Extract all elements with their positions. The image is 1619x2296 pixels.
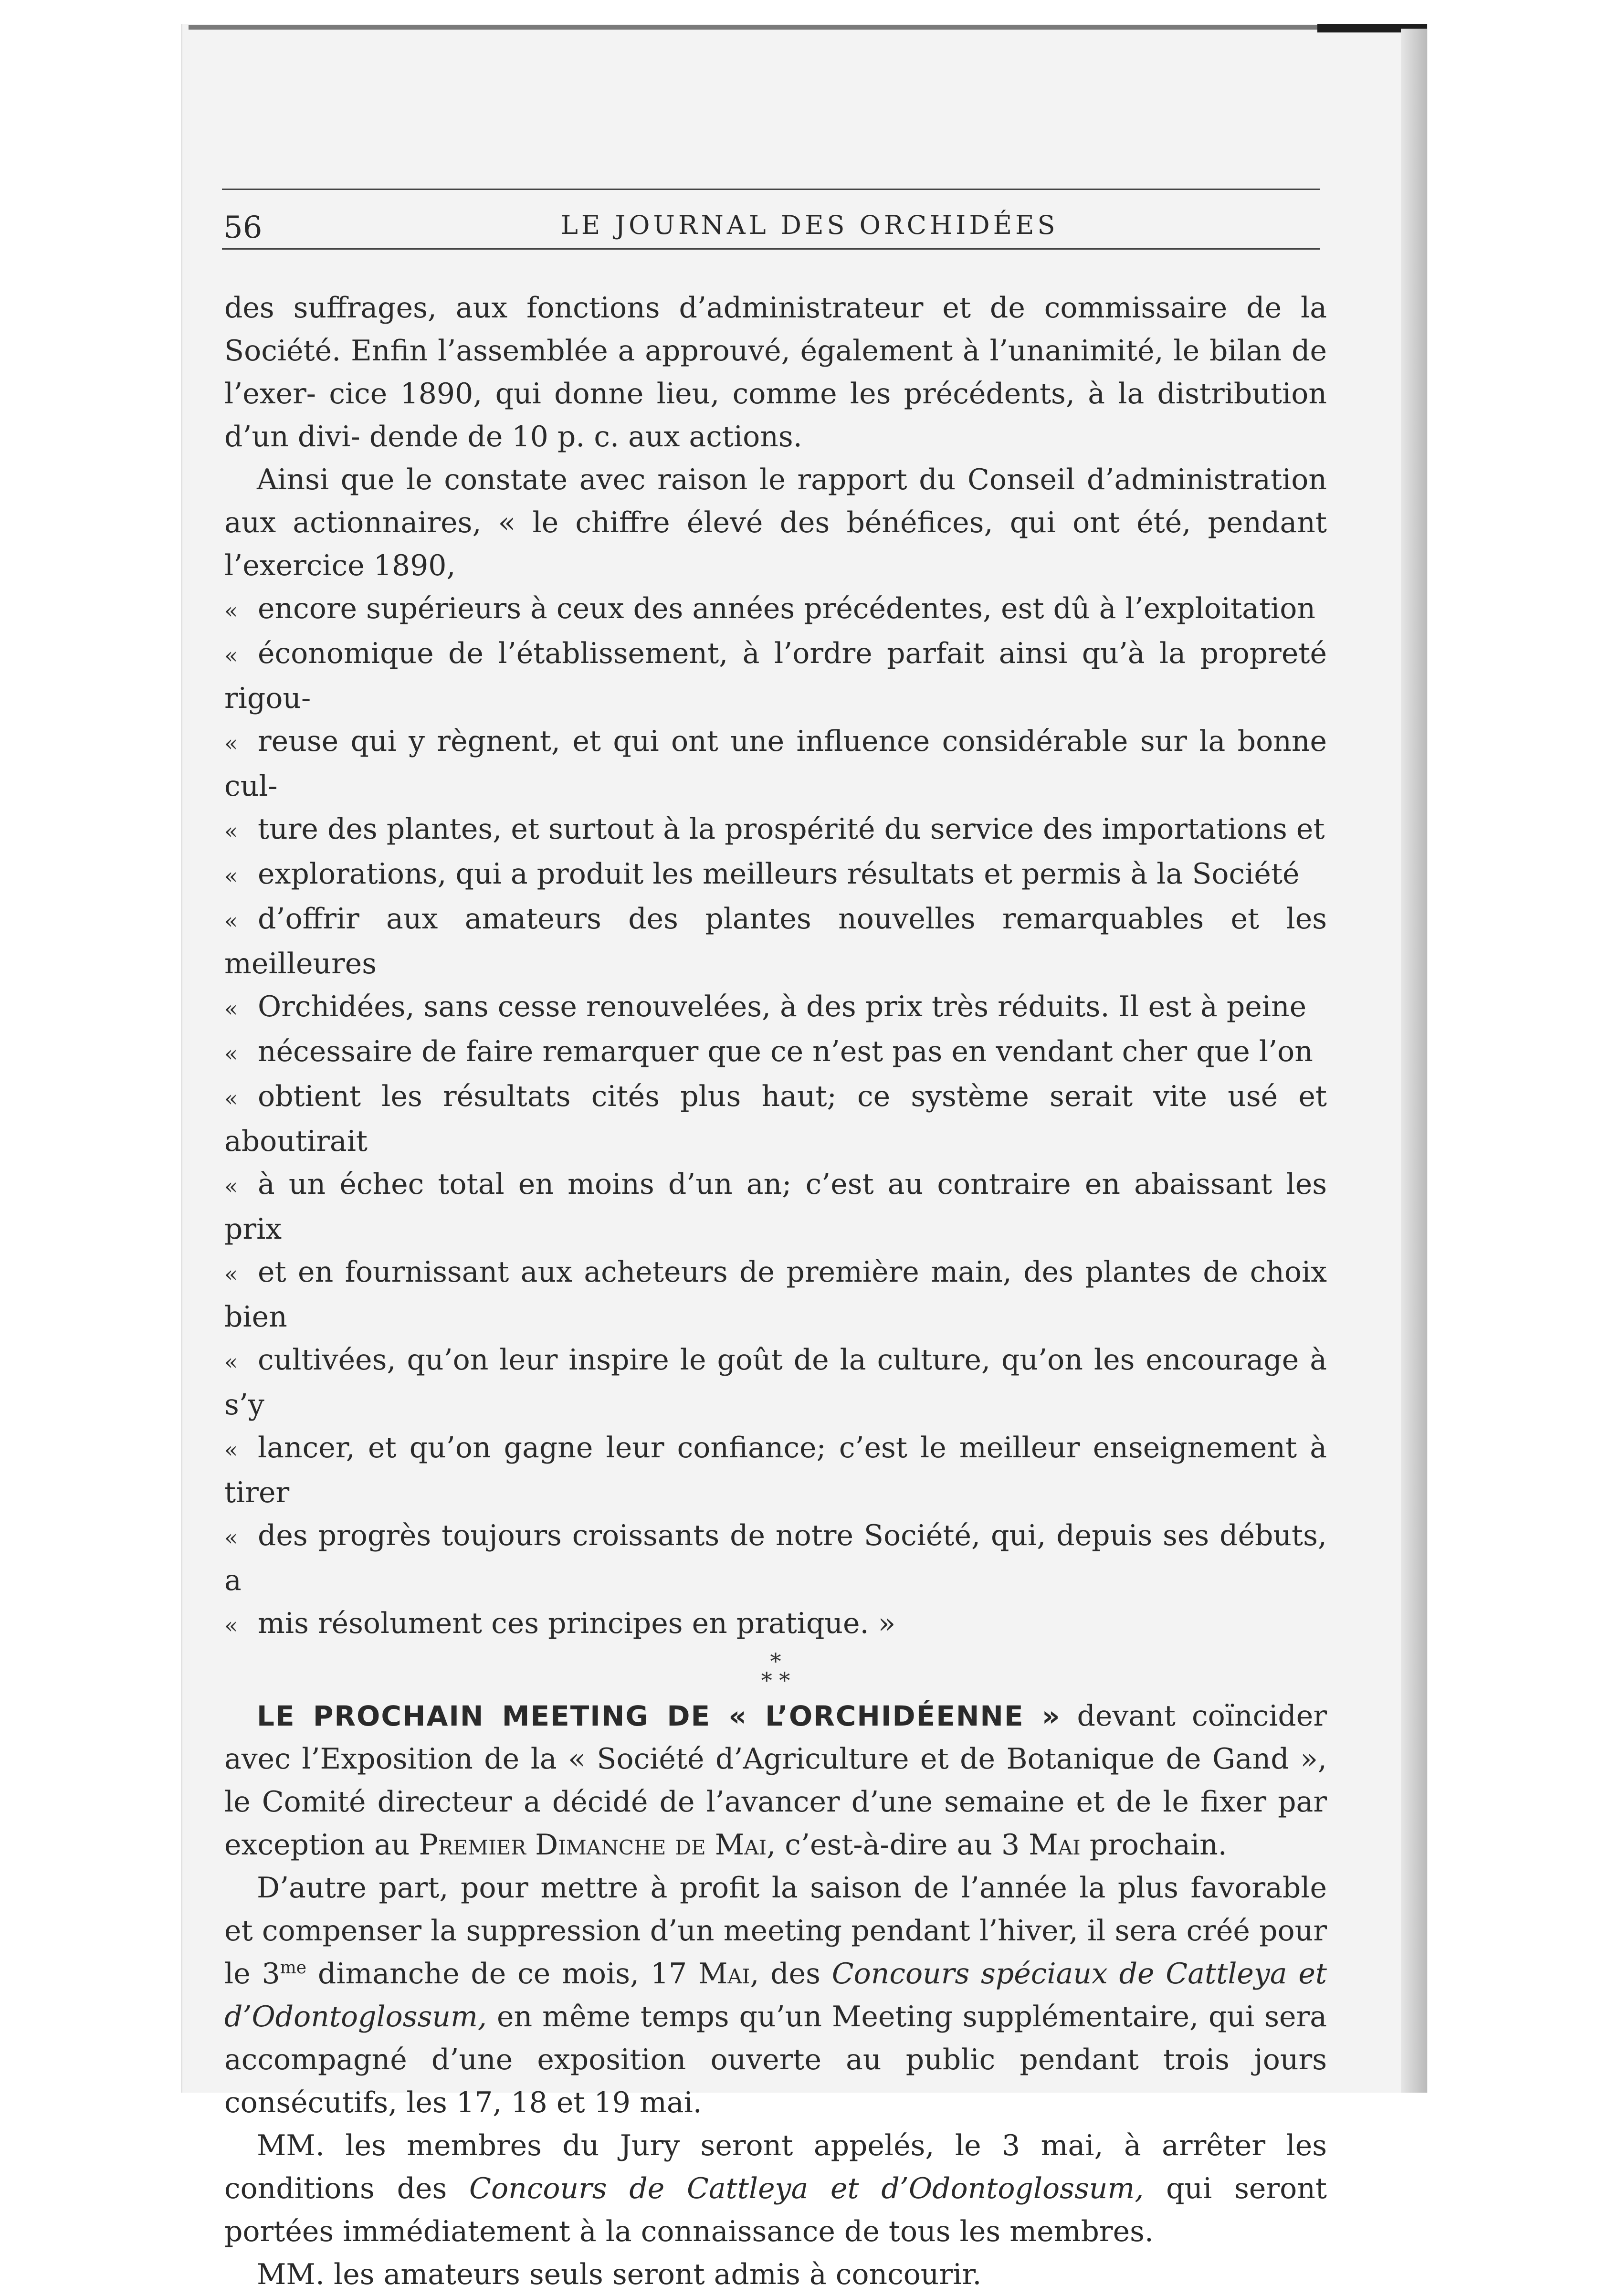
quote-line: « des progrès toujours croissants de notre Société, qui, depuis ses débuts, a	[224, 1514, 1327, 1602]
report-lead: Ainsi que le constate avec raison le rapport du Conseil d’administration aux actionnaires, « le chiffre élevé des bénéfices, qui ont été, pendant l’exercice 1890,	[224, 463, 1327, 582]
binding-gutter	[1401, 29, 1427, 2093]
jury-paragraph: MM. les membres du Jury seront appelés, le 3 mai, à arrêter les conditions des Concours de Cattleya et d’Odontoglossum, qui seront portées immédiatement à la connaissance de tous les membres.	[224, 2129, 1327, 2248]
intro-line: Enfin l’assemblée a approuvé, également à l’unanimité, le bilan de l’exer-	[224, 334, 1327, 411]
quote-line: « explorations, qui a produit les meilleurs résultats et permis à la Société	[224, 853, 1327, 897]
guillemet: «	[224, 863, 238, 889]
intro-line: des suffrages, aux fonctions d’administrateur et de commissaire de la Société.	[224, 291, 1327, 368]
guillemet: «	[224, 730, 238, 756]
quote-line: « ture des plantes, et surtout à la prospérité du service des importations et	[224, 808, 1327, 853]
guillemet: «	[224, 1085, 238, 1111]
amateurs-paragraph: MM. les amateurs seuls seront admis à concourir.	[257, 2258, 982, 2291]
quote-line: « reuse qui y règnent, et qui ont une influence considérable sur la bonne cul-	[224, 720, 1327, 808]
guillemet: «	[224, 908, 238, 934]
quote-line: « économique de l’établissement, à l’ordre parfait ainsi qu’à la propreté rigou-	[224, 632, 1327, 720]
quote-line: « nécessaire de faire remarquer que ce n’est pas en vendant cher que l’on	[224, 1030, 1327, 1075]
announcement-heading: LE PROCHAIN MEETING DE « L’ORCHIDÉENNE »	[257, 1700, 1061, 1732]
quote-line: « d’offrir aux amateurs des plantes nouvelles remarquables et les meilleures	[224, 897, 1327, 985]
quote-line: « à un échec total en moins d’un an; c’est au contraire en abaissant les prix	[224, 1163, 1327, 1251]
guillemet: «	[224, 1173, 238, 1199]
section-separator-asterism: * * *	[761, 1648, 790, 1693]
guillemet: «	[224, 642, 238, 668]
contest-title-italic: Concours spéciaux de Cattleya et d’Odontoglossum,	[224, 1957, 1327, 2033]
guillemet: «	[224, 1349, 238, 1375]
quote-line: « lancer, et qu’on gagne leur confiance; c’est le meilleur enseignement à tirer	[224, 1426, 1327, 1514]
intro-line: cice 1890, qui donne lieu, comme les précédents, à la distribution d’un divi-	[224, 377, 1327, 453]
running-title: LE JOURNAL DES ORCHIDÉES	[561, 210, 1059, 240]
quote-line: « Orchidées, sans cesse renouvelées, à des prix très réduits. Il est à peine	[224, 985, 1327, 1030]
quote-line: « obtient les résultats cités plus haut; ce système serait vite usé et aboutirait	[224, 1075, 1327, 1163]
quote-line: « cultivées, qu’on leur inspire le goût de la culture, qu’on les encourage à s’y	[224, 1338, 1327, 1426]
announcement-paragraph: LE PROCHAIN MEETING DE « L’ORCHIDÉENNE » devant coïncider avec l’Exposition de la « Société d’Agriculture et de Botanique de Gand », le Comité directeur a décidé de l’avancer d’une semaine et de le fixer par exception au Premier Dimanche de Mai, c’est-à-dire au 3 Mai prochain.	[224, 1699, 1327, 1862]
header-rule-bottom	[222, 248, 1320, 250]
guillemet: «	[224, 598, 238, 623]
guillemet: «	[224, 1612, 238, 1638]
page-number: 56	[223, 210, 263, 245]
report-quotation	[224, 587, 1327, 1647]
page-top-edge	[189, 25, 1415, 30]
header-rule-top	[222, 189, 1320, 190]
guillemet: «	[224, 1525, 238, 1550]
intro-line: dende de 10 p. c. aux actions.	[369, 420, 802, 453]
quote-line: « et en fournissant aux acheteurs de première main, des plantes de choix bien	[224, 1251, 1327, 1338]
quote-line: « mis résolument ces principes en pratique. »	[224, 1602, 1327, 1647]
contest-paragraph: D’autre part, pour mettre à profit la saison de l’année la plus favorable et compenser la suppression d’un meeting pendant l’hiver, il sera créé pour le $3^{me}$ dimanche de ce mois, 17 Mai, des Concours spéciaux de Cattleya et d’Odontoglossum, en même temps qu’un Meeting supplémentaire, qui sera accompagné d’une exposition ouverte au public pendant trois jours consécutifs, les 17, 18 et 19 mai.	[224, 1871, 1327, 2119]
date-small-caps: Premier Dimanche de Mai	[419, 1828, 767, 1862]
guillemet: «	[224, 1261, 238, 1287]
intro-paragraph	[224, 286, 1327, 458]
body-text	[224, 286, 1327, 2296]
guillemet: «	[224, 1437, 238, 1463]
guillemet: «	[224, 1041, 238, 1066]
quote-line: « encore supérieurs à ceux des années précédentes, est dû à l’exploitation	[224, 587, 1327, 632]
guillemet: «	[224, 996, 238, 1022]
guillemet: «	[224, 818, 238, 844]
